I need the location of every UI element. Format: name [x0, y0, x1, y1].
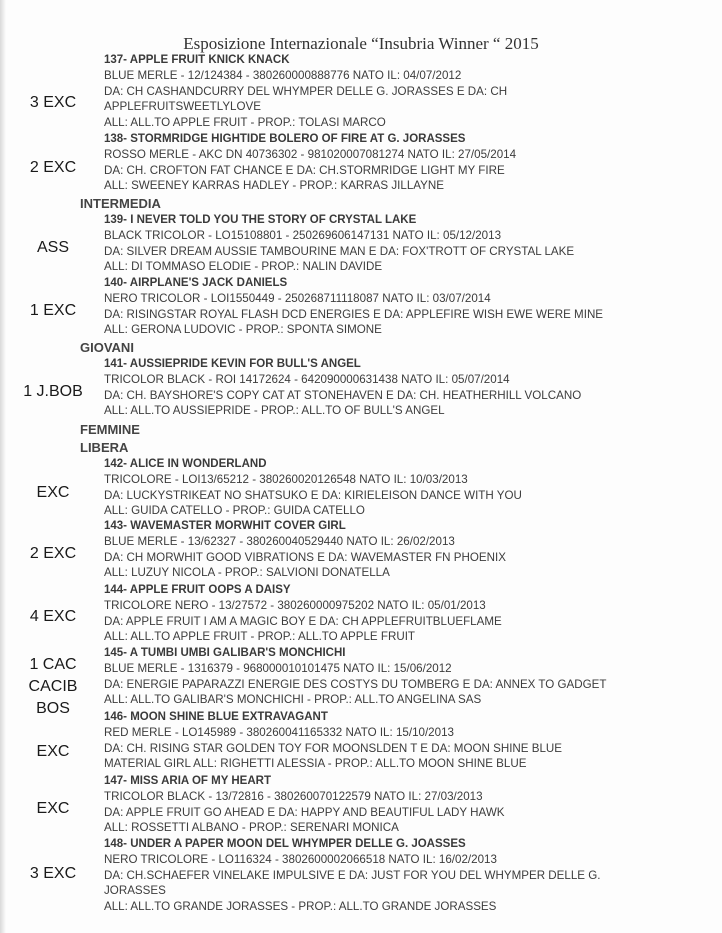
- entry-138: [104, 131, 714, 194]
- entry-line: TRICOLOR BLACK - ROI 14172624 - 642090000631438 NATO IL: 05/07/2014: [104, 373, 510, 386]
- entry-line: TRICOLORE - LOI13/65212 - 380260020126548 NATO IL: 10/03/2013: [104, 473, 468, 486]
- result-label: 2 EXC: [29, 159, 77, 176]
- dog-name: 139- I NEVER TOLD YOU THE STORY OF CRYSTAL LAKE: [104, 214, 417, 226]
- entry-line: BLUE MERLE - 1316379 - 968000010101475 NATO IL: 15/06/2012: [104, 662, 452, 675]
- entry-145: [104, 645, 714, 708]
- entry-140: [104, 275, 714, 338]
- result-label: 3 EXC: [29, 94, 77, 111]
- entry-line: MATERIAL GIRL ALL: RIGHETTI ALESSIA - PROP.: ALL.TO MOON SHINE BLUE: [104, 757, 527, 770]
- dog-name: 141- AUSSIEPRIDE KEVIN FOR BULL'S ANGEL: [104, 358, 361, 370]
- entry-line: NERO TRICOLORE - LO116324 - 3802600002066518 NATO IL: 16/02/2013: [104, 853, 497, 866]
- entry-line: ALL: DI TOMMASO ELODIE - PROP.: NALIN DAVIDE: [104, 260, 383, 273]
- dog-name: 140- AIRPLANE'S JACK DANIELS: [104, 277, 288, 289]
- result-140: [6, 300, 100, 322]
- entry-line: DA: LUCKYSTRIKEAT NO SHATSUKO E DA: KIRIELEISON DANCE WITH YOU: [104, 488, 522, 502]
- result-label: 3 EXC: [29, 865, 77, 882]
- entry-line: ALL: ALL.TO AUSSIEPRIDE - PROP.: ALL.TO OF BULL'S ANGEL: [104, 404, 445, 417]
- section-intermedia: INTERMEDIA: [80, 196, 161, 211]
- entry-147: [104, 773, 714, 836]
- entry-146: [104, 709, 714, 772]
- dog-name: 144- APPLE FRUIT OOPS A DAISY: [104, 584, 291, 596]
- result-137: [6, 92, 100, 114]
- entry-144: [104, 582, 714, 645]
- entry-line: ALL: LUZUY NICOLA - PROP.: SALVIONI DONATELLA: [104, 566, 390, 579]
- entry-148: [104, 836, 714, 914]
- entry-line: ALL: SWEENEY KARRAS HADLEY - PROP.: KARRAS JILLAYNE: [104, 179, 444, 192]
- dog-name: 148- UNDER A PAPER MOON DEL WHYMPER DELLE G. JOASSES: [104, 838, 466, 850]
- result-label: 4 EXC: [29, 608, 77, 625]
- entry-line: DA: ENERGIE PAPARAZZI ENERGIE DES COSTYS DU TOMBERG E DA: ANNEX TO GADGET: [104, 677, 607, 691]
- entry-line: DA: CH. BAYSHORE'S COPY CAT AT STONEHAVEN E DA: CH. HEATHERHILL VOLCANO: [104, 388, 582, 402]
- result-138: [6, 157, 100, 179]
- entry-line: RED MERLE - LO145989 - 380260041165332 NATO IL: 15/10/2013: [104, 726, 454, 739]
- entry-line: ALL: GERONA LUDOVIC - PROP.: SPONTA SIMONE: [104, 323, 382, 336]
- result-141: [6, 381, 100, 403]
- result-label: 2 EXC: [29, 545, 77, 562]
- entry-line: BLACK TRICOLOR - LO15108801 - 250269606147131 NATO IL: 05/12/2013: [104, 229, 502, 242]
- entry-line: ALL: ALL.TO APPLE FRUIT - PROP.: TOLASI MARCO: [104, 115, 386, 129]
- entry-line: DA: SILVER DREAM AUSSIE TAMBOURINE MAN E DA: FOX'TROTT OF CRYSTAL LAKE: [104, 244, 575, 258]
- dog-name: 143- WAVEMASTER MORWHIT COVER GIRL: [104, 520, 346, 532]
- result-label: CACIB: [28, 678, 78, 695]
- entry-line: ROSSO MERLE - AKC DN 40736302 - 981020007081274 NATO IL: 27/05/2014: [104, 148, 517, 161]
- result-label: BOS: [36, 700, 70, 717]
- result-label: 1 J.BOB: [23, 383, 83, 400]
- result-144: [6, 606, 100, 628]
- entry-142: [104, 456, 714, 519]
- dog-name: 142- ALICE IN WONDERLAND: [104, 458, 267, 470]
- section-libera: LIBERA: [80, 440, 129, 455]
- result-label: 1 EXC: [29, 302, 77, 319]
- section-giovani: GIOVANI: [80, 340, 134, 355]
- entry-line: DA: CH CASHANDCURRY DEL WHYMPER DELLE G. JORASSES E DA: CH: [104, 84, 508, 98]
- entry-141: [104, 356, 714, 419]
- entry-line: ALL: ALL.TO GRANDE JORASSES - PROP.: ALL.TO GRANDE JORASSES: [104, 899, 497, 913]
- entry-line: ALL: ALL.TO APPLE FRUIT - PROP.: ALL.TO APPLE FRUIT: [104, 630, 416, 643]
- result-142: [6, 482, 100, 504]
- entry-line: DA: RISINGSTAR ROYAL FLASH DCD ENERGIES E DA: APPLEFIRE WISH EWE WERE MINE: [104, 307, 604, 321]
- entry-line: BLUE MERLE - 12/124384 - 380260000888776 NATO IL: 04/07/2012: [104, 69, 462, 82]
- entry-143: [104, 518, 714, 581]
- entry-line: ALL: ROSSETTI ALBANO - PROP.: SERENARI MONICA: [104, 821, 399, 834]
- entry-line: JORASSES: [104, 884, 166, 897]
- section-femmine: FEMMINE: [80, 422, 140, 437]
- entry-line: DA: CH. RISING STAR GOLDEN TOY FOR MOONSLDEN T E DA: MOON SHINE BLUE: [104, 741, 563, 755]
- dog-name: 137- APPLE FRUIT KNICK KNACK: [104, 54, 290, 66]
- dog-name: 145- A TUMBI UMBI GALIBAR'S MONCHICHI: [104, 647, 346, 659]
- result-139: [6, 237, 100, 259]
- entry-line: APPLEFRUITSWEETLYLOVE: [104, 100, 261, 113]
- entry-line: ALL: GUIDA CATELLO - PROP.: GUIDA CATELLO: [104, 504, 365, 517]
- page-title: Esposizione Internazionale “Insubria Winner “ 2015: [183, 34, 539, 53]
- entry-line: DA: CH. CROFTON FAT CHANCE E DA: CH.STORMRIDGE LIGHT MY FIRE: [104, 163, 505, 177]
- result-label: ASS: [36, 239, 69, 256]
- result-147: [6, 798, 100, 820]
- entry-line: DA: APPLE FRUIT GO AHEAD E DA: HAPPY AND BEAUTIFUL LADY HAWK: [104, 805, 505, 819]
- entry-line: DA: APPLE FRUIT I AM A MAGIC BOY E DA: CH APPLEFRUITBLUEFLAME: [104, 614, 502, 628]
- dog-name: 147- MISS ARIA OF MY HEART: [104, 775, 271, 787]
- entry-line: TRICOLOR BLACK - 13/72816 - 380260070122579 NATO IL: 27/03/2013: [104, 790, 483, 803]
- entry-137: [104, 52, 714, 130]
- result-label: EXC: [36, 484, 70, 501]
- dog-name: 138- STORMRIDGE HIGHTIDE BOLERO OF FIRE AT G. JORASSES: [104, 133, 466, 145]
- entry-line: NERO TRICOLOR - LOI1550449 - 250268711118087 NATO IL: 03/07/2014: [104, 292, 491, 305]
- result-148: [6, 863, 100, 885]
- result-label: EXC: [36, 800, 70, 817]
- result-label: 1 CAC: [29, 656, 77, 673]
- entry-line: TRICOLORE NERO - 13/27572 - 380260000975202 NATO IL: 05/01/2013: [104, 599, 486, 612]
- entry-line: DA: CH.SCHAEFER VINELAKE IMPULSIVE E DA: JUST FOR YOU DEL WHYMPER DELLE G.: [104, 868, 601, 882]
- result-143: [6, 543, 100, 565]
- result-label: EXC: [36, 743, 70, 760]
- result-146: [6, 741, 100, 763]
- dog-name: 146- MOON SHINE BLUE EXTRAVAGANT: [104, 711, 328, 723]
- entry-line: DA: CH MORWHIT GOOD VIBRATIONS E DA: WAVEMASTER FN PHOENIX: [104, 550, 506, 564]
- entry-line: BLUE MERLE - 13/62327 - 380260040529440 NATO IL: 26/02/2013: [104, 535, 455, 548]
- entry-139: [104, 212, 714, 275]
- result-145: [6, 654, 100, 720]
- entry-line: ALL: ALL.TO GALIBAR'S MONCHICHI - PROP.: ALL.TO ANGELINA SAS: [104, 693, 482, 706]
- page-left-edge: [0, 0, 6, 933]
